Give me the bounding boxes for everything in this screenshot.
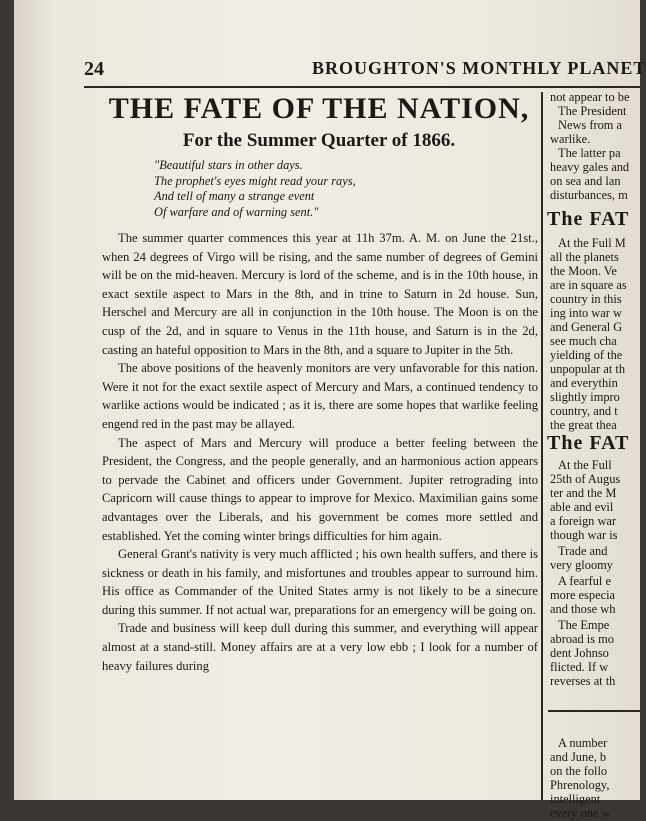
column-line: A fearful e — [558, 574, 611, 588]
page-number: 24 — [84, 58, 104, 80]
column-line: disturbances, m — [550, 188, 628, 202]
column-line: and General G — [550, 320, 623, 334]
column-line: warlike. — [550, 132, 591, 146]
column-line: all the planets — [550, 250, 619, 264]
column-line: slightly impro — [550, 390, 620, 404]
column-line: country in this — [550, 292, 622, 306]
column-line: on sea and lan — [550, 174, 621, 188]
column-line: Phrenology, — [550, 778, 610, 792]
column-line: more especia — [550, 588, 616, 602]
column-line: The President — [558, 104, 627, 118]
column-line: The latter pa — [558, 146, 621, 160]
paragraph: The above positions of the heavenly monitors are very unfavorable for this nation. Were it not for the exact sextile aspect of Mercury and Mars, a continued tendency to warlike actions would be indicated ; as it is, there are some hopes that warlike feeling engend red in the past may be allayed. — [102, 361, 538, 431]
column-line: the great thea — [550, 418, 617, 432]
column-line: the Moon. Ve — [550, 264, 617, 278]
column-line: and everythin — [550, 376, 618, 390]
column-line: not appear to be — [550, 90, 630, 104]
column-line: very gloomy — [550, 558, 613, 572]
column-line: every one w — [550, 806, 611, 820]
column-line: ter and the M — [550, 486, 617, 500]
column-line: able and evil — [550, 500, 614, 514]
page-header — [14, 52, 646, 82]
column-line: and those wh — [550, 602, 616, 616]
column-line: see much cha — [550, 334, 617, 348]
column-line: 25th of Augus — [550, 472, 621, 486]
column-line: dent Johnso — [550, 646, 609, 660]
column-line: abroad is mo — [550, 632, 615, 646]
paragraph: Trade and business will keep dull during this summer, and everything will appear almost at a stand-still. Money affairs are at a very low ebb ; I look for a number of heavy failures during — [102, 621, 538, 673]
column-line: a foreign war — [550, 514, 617, 528]
article-body — [102, 229, 538, 675]
column-line: on the follo — [550, 764, 608, 778]
column-line: At the Full — [558, 458, 612, 472]
newspaper-page — [14, 0, 646, 820]
column-line: yielding of the — [550, 348, 623, 362]
column-line: intelligent — [550, 792, 601, 806]
poem-line: The prophet's eyes might read your rays, — [154, 173, 356, 188]
poem-line: Of warfare and of warning sent." — [154, 204, 319, 219]
article-title: THE FATE OF THE NATION, — [108, 92, 530, 125]
column-line: flicted. If w — [550, 660, 609, 674]
section-rule — [548, 710, 640, 712]
poem-line: And tell of many a strange event — [154, 189, 315, 203]
column-line: though war is — [550, 528, 618, 542]
column-line: are in square as — [550, 278, 627, 292]
column-line: reverses at th — [550, 674, 616, 688]
column-line: and June, b — [550, 750, 607, 764]
epigraph-poem — [154, 158, 356, 220]
column-line: Trade and — [558, 544, 608, 558]
paragraph: The summer quarter commences this year at 11h 37m. A. M. on June the 21st., when 24 degrees of Virgo will be rising, and the same number of degrees of Gemini will be on the mid-heaven. Mercury is lord of the scheme, and is in the 10th house, in exact sextile aspect to Mars in the 8th, and in trine to Saturn in 2d house. Sun, Herschel and Mercury are all in conjunction in the 10th house. The Moon is on the cusp of the 2d, and in square to Venus in the 11th house, and Saturn is in the 2d, casting an hateful opposition to Mars in the 8th, and a square to Jupiter in the 5th. — [102, 231, 538, 357]
column-line: A number — [558, 736, 608, 750]
column-line: heavy gales and — [550, 160, 630, 174]
section-heading: The FAT — [547, 208, 630, 230]
poem-line: "Beautiful stars in other days. — [154, 158, 303, 172]
column-line: ing into war w — [550, 306, 622, 320]
column-line: The Empe — [558, 618, 610, 632]
column-line: country, and t — [550, 404, 618, 418]
paragraph: General Grant's nativity is very much afflicted ; his own health suffers, and there is sickness or death in his family, and misfortunes and troubles appear to surround him. His office as Commander of the United States army is not likely to be a sinecure during this summer. If not actual war, preparations for an emergency will be going on. — [102, 547, 538, 617]
column-line: News from a — [558, 118, 622, 132]
column-line: At the Full M — [558, 236, 626, 250]
article-column — [96, 92, 542, 800]
section-heading: The FAT — [547, 432, 630, 454]
column-line: unpopular at th — [550, 362, 626, 376]
running-head: BROUGHTON'S MONTHLY PLANET — [312, 58, 646, 78]
article-subtitle: For the Summer Quarter of 1866. — [182, 130, 456, 151]
adjacent-column — [544, 88, 640, 820]
paragraph: The aspect of Mars and Mercury will produce a better feeling between the President, the Congress, and the people generally, and an harmonious action appears to pervade the Cabinet and officers under Government. Jupiter retrograding into Capricorn will cause things to appear to improve for Mexico. Maximilian gains some advantages over the Liberals, and his government be comes more settled and established. Yet the coming winter brings difficulties for him again. — [102, 435, 538, 543]
